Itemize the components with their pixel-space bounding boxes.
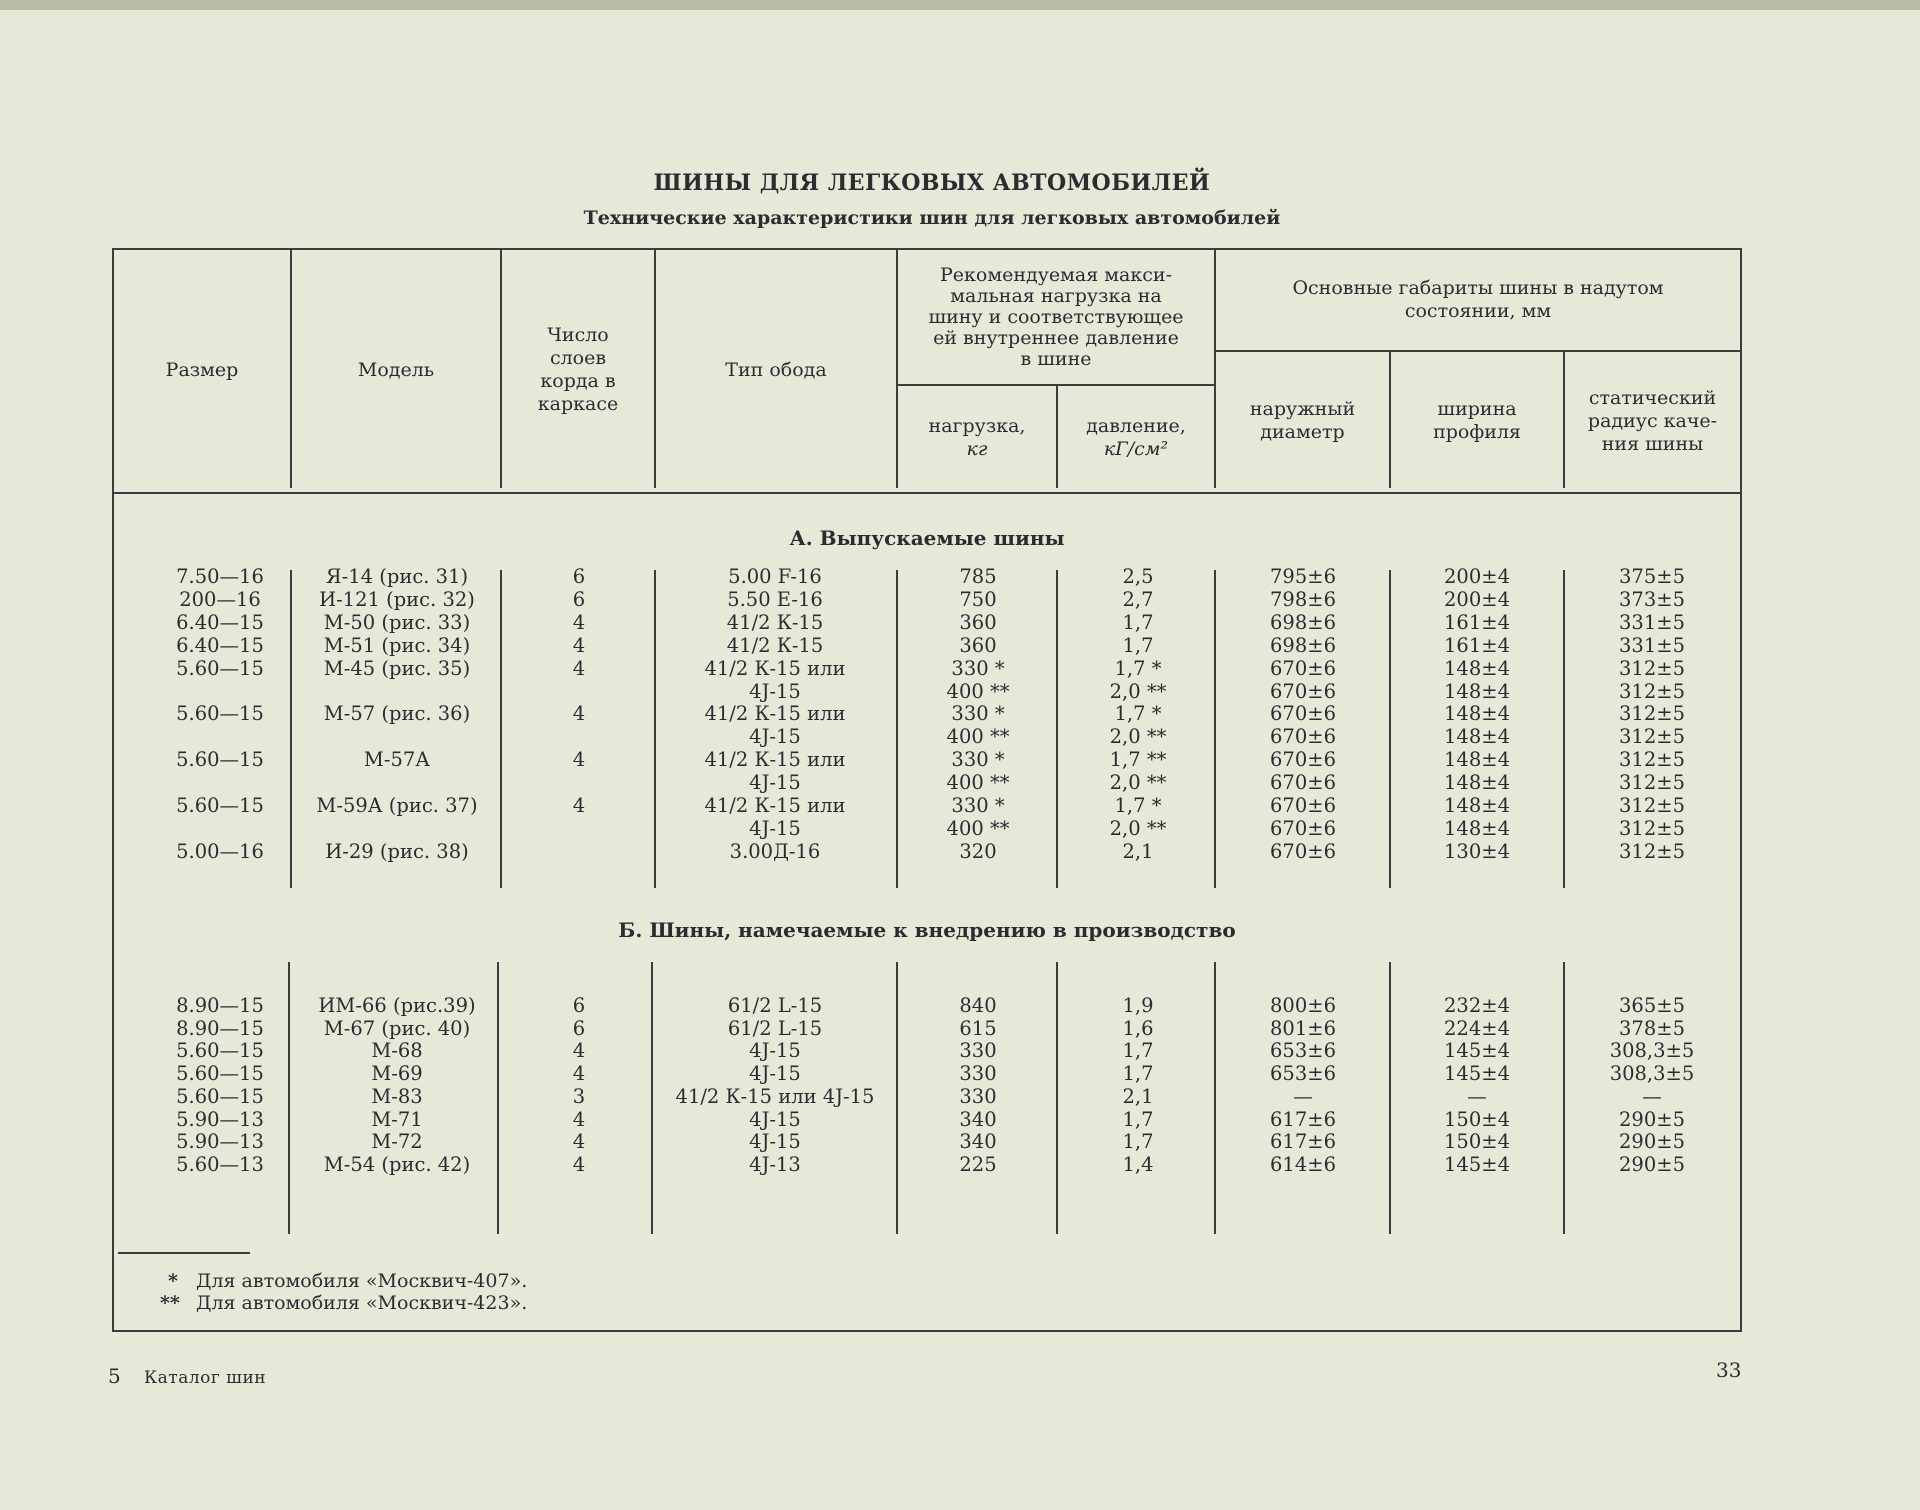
cell-width: 148±4: [1444, 794, 1510, 817]
cell-rim: 5.50 E-16: [727, 587, 823, 611]
cell-diameter: 801±6: [1270, 1016, 1336, 1040]
header-rim: Тип обода: [725, 358, 827, 381]
cell-width: 148±4: [1444, 748, 1510, 772]
cell-load: 330 *: [951, 794, 1005, 817]
cell-width: 148±4: [1444, 771, 1510, 795]
header-plies: Число слоев корда в каркасе: [537, 324, 619, 415]
cell-radius: 312±5: [1619, 725, 1685, 749]
cell-diameter: 670±6: [1270, 702, 1336, 726]
cell-width: 145±4: [1444, 1062, 1510, 1086]
cell-width: 200±4: [1444, 565, 1510, 588]
cell-pressure: 1,7 **: [1109, 748, 1167, 772]
cell-radius: 312±5: [1619, 816, 1685, 840]
cell-load: 330: [959, 1039, 997, 1063]
cell-rim: 41/2 К-15 или: [704, 794, 846, 817]
cell-width: 232±4: [1444, 994, 1510, 1017]
cell-size: 5.60—13: [176, 1152, 264, 1176]
cell-pressure: 1,7: [1122, 610, 1154, 634]
cell-model: М-72: [371, 1130, 423, 1154]
cell-load: 400 **: [946, 725, 1010, 749]
page-title: ШИНЫ ДЛЯ ЛЕГКОВЫХ АВТОМОБИЛЕЙ: [653, 170, 1211, 196]
cell-size: 6.40—15: [176, 610, 264, 634]
cell-pressure: 1,4: [1122, 1152, 1154, 1176]
cell-width: 148±4: [1444, 679, 1510, 703]
cell-load: 330 *: [951, 656, 1005, 680]
cell-rim: 4J-15: [749, 1107, 801, 1131]
cell-rim: 61/2 L-15: [727, 1016, 823, 1040]
cell-rim: 41/2 К-15 или 4J-15: [675, 1084, 875, 1108]
cell-pressure: 2,0 **: [1109, 725, 1167, 749]
cell-model: М-68: [371, 1039, 423, 1063]
cell-model: М-57А: [363, 748, 431, 772]
cell-rim: 4J-13: [749, 1152, 801, 1176]
footnote-text: Для автомобиля «Москвич-423».: [196, 1292, 528, 1314]
cell-plies: 4: [572, 656, 586, 680]
header-pressure: давление, кГ/см²: [1086, 415, 1186, 460]
footnote-rule: [118, 1252, 250, 1254]
cell-plies: 4: [572, 1130, 586, 1154]
cell-rim: 61/2 L-15: [727, 994, 823, 1017]
cell-width: 150±4: [1444, 1107, 1510, 1131]
cell-plies: 3: [572, 1084, 586, 1108]
cell-load: 785: [959, 565, 997, 588]
cell-model: И-121 (рис. 32): [319, 587, 475, 611]
cell-diameter: 698±6: [1270, 633, 1336, 657]
page-subtitle: Технические характеристики шин для легковых автомобилей: [583, 207, 1281, 229]
cell-pressure: 1,7 *: [1114, 702, 1162, 726]
cell-rim: 4J-15: [749, 679, 801, 703]
cell-width: 200±4: [1444, 587, 1510, 611]
cell-pressure: 1,7 *: [1114, 794, 1162, 817]
cell-rim: 4J-15: [749, 816, 801, 840]
cell-pressure: 2,1: [1122, 839, 1154, 863]
cell-size: 5.60—15: [176, 1084, 264, 1108]
cell-model: М-50 (рис. 33): [323, 610, 471, 634]
cell-plies: 4: [572, 1039, 586, 1063]
cell-diameter: 795±6: [1270, 565, 1336, 588]
cell-radius: 290±5: [1619, 1130, 1685, 1154]
footnote-text: Для автомобиля «Москвич-407».: [196, 1270, 528, 1292]
cell-pressure: 1,7: [1122, 1130, 1154, 1154]
cell-pressure: 2,0 **: [1109, 771, 1167, 795]
cell-radius: 290±5: [1619, 1107, 1685, 1131]
cell-load: 400 **: [946, 771, 1010, 795]
cell-radius: 312±5: [1619, 656, 1685, 680]
cell-size: 5.90—13: [176, 1107, 264, 1131]
cell-rim: 41/2 К-15 или: [704, 656, 846, 680]
cell-rim: 41/2 К-15 или: [704, 702, 846, 726]
cell-radius: 312±5: [1619, 748, 1685, 772]
cell-radius: 312±5: [1619, 679, 1685, 703]
header-outer-diameter: наружный диаметр: [1249, 398, 1356, 443]
cell-width: 148±4: [1444, 816, 1510, 840]
cell-rim: 5.00 F-16: [728, 565, 822, 588]
cell-diameter: 653±6: [1270, 1062, 1336, 1086]
cell-load: 400 **: [946, 679, 1010, 703]
cell-diameter: 670±6: [1270, 725, 1336, 749]
cell-radius: 290±5: [1619, 1152, 1685, 1176]
section-a-title: А. Выпускаемые шины: [789, 526, 1065, 550]
cell-load: 360: [959, 633, 997, 657]
cell-pressure: 2,0 **: [1109, 816, 1167, 840]
cell-model: М-54 (рис. 42): [323, 1152, 471, 1176]
cell-radius: 308,3±5: [1609, 1062, 1695, 1086]
cell-plies: 4: [572, 702, 586, 726]
cell-plies: 4: [572, 610, 586, 634]
cell-width: 150±4: [1444, 1130, 1510, 1154]
cell-pressure: 2,5: [1122, 565, 1154, 588]
cell-diameter: 698±6: [1270, 610, 1336, 634]
running-title: Каталог шин: [144, 1368, 267, 1388]
page-edge: [0, 0, 1920, 10]
cell-radius: 365±5: [1619, 994, 1685, 1017]
cell-rim: 3.00Д-16: [729, 839, 821, 863]
cell-size: 200—16: [179, 587, 261, 611]
cell-plies: 4: [572, 794, 586, 817]
cell-diameter: 617±6: [1270, 1107, 1336, 1131]
header-size: Размер: [165, 358, 239, 381]
cell-size: 5.90—13: [176, 1130, 264, 1154]
cell-width: 148±4: [1444, 656, 1510, 680]
cell-model: М-69: [371, 1062, 423, 1086]
cell-size: 7.50—16: [176, 565, 264, 588]
cell-rim: 4J-15: [749, 771, 801, 795]
cell-load: 400 **: [946, 816, 1010, 840]
cell-rim: 4J-15: [749, 1039, 801, 1063]
cell-model: Я-14 (рис. 31): [325, 565, 469, 588]
cell-model: М-71: [371, 1107, 423, 1131]
cell-width: 161±4: [1444, 633, 1510, 657]
cell-load: 330 *: [951, 748, 1005, 772]
cell-plies: 6: [572, 994, 586, 1017]
cell-radius: —: [1642, 1084, 1662, 1108]
cell-model: М-59А (рис. 37): [316, 794, 478, 817]
cell-load: 750: [959, 587, 997, 611]
cell-diameter: 614±6: [1270, 1152, 1336, 1176]
cell-diameter: 670±6: [1270, 748, 1336, 772]
cell-load: 340: [959, 1107, 997, 1131]
cell-radius: 312±5: [1619, 771, 1685, 795]
header-load: нагрузка, кг: [928, 415, 1026, 460]
header-static-radius: статический радиус каче- ния шины: [1587, 386, 1718, 455]
header-load-group: Рекомендуемая макси- мальная нагрузка на шину и соответствующее ей внутреннее давление в шине: [928, 263, 1184, 370]
page-number: 33: [1716, 1358, 1742, 1382]
cell-rim: 4J-15: [749, 1062, 801, 1086]
cell-diameter: 800±6: [1270, 994, 1336, 1017]
cell-size: 8.90—15: [176, 1016, 264, 1040]
cell-size: 5.60—15: [176, 1062, 264, 1086]
cell-model: И-29 (рис. 38): [325, 839, 469, 863]
cell-diameter: 670±6: [1270, 794, 1336, 817]
cell-rim: 41/2 К-15: [726, 610, 824, 634]
cell-diameter: 670±6: [1270, 816, 1336, 840]
cell-radius: 331±5: [1619, 633, 1685, 657]
cell-load: 330: [959, 1084, 997, 1108]
cell-model: М-57 (рис. 36): [323, 702, 471, 726]
cell-diameter: 670±6: [1270, 839, 1336, 863]
cell-pressure: 2,0 **: [1109, 679, 1167, 703]
cell-width: 148±4: [1444, 725, 1510, 749]
header-model: Модель: [357, 358, 435, 381]
cell-size: 6.40—15: [176, 633, 264, 657]
header-profile-width: ширина профиля: [1433, 398, 1521, 443]
cell-load: 360: [959, 610, 997, 634]
footnote-mark: *: [168, 1270, 178, 1292]
cell-width: 145±4: [1444, 1152, 1510, 1176]
cell-diameter: 653±6: [1270, 1039, 1336, 1063]
cell-width: —: [1467, 1084, 1487, 1108]
cell-width: 224±4: [1444, 1016, 1510, 1040]
cell-plies: 6: [572, 565, 586, 588]
cell-pressure: 1,9: [1122, 994, 1154, 1017]
cell-model: М-83: [371, 1084, 423, 1108]
cell-size: 5.00—16: [176, 839, 264, 863]
cell-pressure: 2,7: [1122, 587, 1154, 611]
cell-pressure: 1,7: [1122, 1062, 1154, 1086]
signature-number: 5: [108, 1364, 121, 1388]
cell-size: 5.60—15: [176, 748, 264, 772]
cell-pressure: 1,7: [1122, 1039, 1154, 1063]
cell-pressure: 2,1: [1122, 1084, 1154, 1108]
cell-plies: 4: [572, 633, 586, 657]
cell-diameter: 798±6: [1270, 587, 1336, 611]
cell-radius: 312±5: [1619, 794, 1685, 817]
cell-pressure: 1,6: [1122, 1016, 1154, 1040]
cell-load: 330: [959, 1062, 997, 1086]
cell-rim: 4J-15: [749, 1130, 801, 1154]
cell-pressure: 1,7: [1122, 633, 1154, 657]
cell-diameter: 670±6: [1270, 771, 1336, 795]
cell-rim: 41/2 К-15: [726, 633, 824, 657]
cell-pressure: 1,7 *: [1114, 656, 1162, 680]
cell-plies: 4: [572, 1062, 586, 1086]
cell-load: 320: [959, 839, 997, 863]
cell-plies: 6: [572, 587, 586, 611]
header-dimensions-group: Основные габариты шины в надутом состоянии, мм: [1292, 277, 1664, 322]
cell-model: М-67 (рис. 40): [323, 1016, 471, 1040]
cell-width: 161±4: [1444, 610, 1510, 634]
cell-model: М-45 (рис. 35): [323, 656, 471, 680]
header-rule: [114, 492, 1740, 494]
cell-radius: 308,3±5: [1609, 1039, 1695, 1063]
cell-plies: 4: [572, 1152, 586, 1176]
cell-rim: 4J-15: [749, 725, 801, 749]
cell-size: 5.60—15: [176, 1039, 264, 1063]
cell-plies: 6: [572, 1016, 586, 1040]
cell-diameter: 617±6: [1270, 1130, 1336, 1154]
cell-diameter: —: [1293, 1084, 1313, 1108]
cell-pressure: 1,7: [1122, 1107, 1154, 1131]
cell-radius: 378±5: [1619, 1016, 1685, 1040]
cell-size: 8.90—15: [176, 994, 264, 1017]
cell-radius: 312±5: [1619, 702, 1685, 726]
cell-size: 5.60—15: [176, 794, 264, 817]
cell-rim: 41/2 К-15 или: [704, 748, 846, 772]
cell-diameter: 670±6: [1270, 679, 1336, 703]
cell-size: 5.60—15: [176, 656, 264, 680]
cell-width: 130±4: [1444, 839, 1510, 863]
cell-load: 840: [959, 994, 997, 1017]
cell-plies: 4: [572, 1107, 586, 1131]
cell-radius: 312±5: [1619, 839, 1685, 863]
cell-model: ИМ-66 (рис.39): [318, 994, 476, 1017]
cell-load: 225: [959, 1152, 997, 1176]
cell-width: 148±4: [1444, 702, 1510, 726]
cell-radius: 373±5: [1619, 587, 1685, 611]
cell-load: 330 *: [951, 702, 1005, 726]
cell-load: 615: [959, 1016, 997, 1040]
cell-size: 5.60—15: [176, 702, 264, 726]
cell-model: М-51 (рис. 34): [323, 633, 471, 657]
cell-plies: 4: [572, 748, 586, 772]
footnote-mark: **: [160, 1292, 180, 1314]
cell-radius: 375±5: [1619, 565, 1685, 588]
cell-diameter: 670±6: [1270, 656, 1336, 680]
section-b-title: Б. Шины, намечаемые к внедрению в производство: [618, 918, 1236, 942]
cell-load: 340: [959, 1130, 997, 1154]
cell-radius: 331±5: [1619, 610, 1685, 634]
cell-width: 145±4: [1444, 1039, 1510, 1063]
